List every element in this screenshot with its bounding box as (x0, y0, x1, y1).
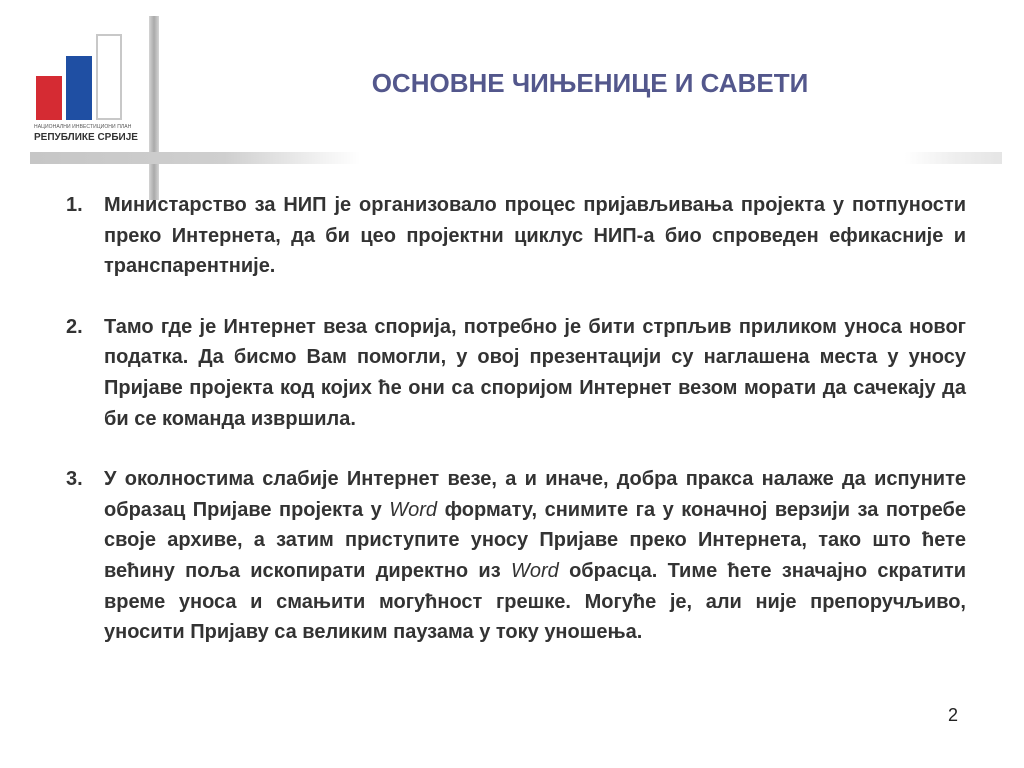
vertical-divider (149, 16, 159, 200)
item-text: Тамо где је Интернет веза спорија, потребно је бити стрпљив приликом уноса новог податка. Да бисмо Вам помогли, у овој презентацији су наглашена места у уносу Пријаве пројекта код којих ће они са споријом Интернет везом морати да сачекају да би се команда извршила. (104, 315, 966, 430)
horizontal-divider (30, 152, 1002, 164)
list-item (56, 464, 966, 648)
logo (30, 20, 140, 160)
word-term: Word (389, 498, 438, 521)
list-item (56, 312, 966, 434)
logo-blue-bar (66, 56, 92, 120)
page-number: 2 (948, 705, 959, 725)
item-text-part: обрасца. Тиме ћете значајно скратити време уноса и смањити могућност грешке. Могуће је, али није препоручљиво, уносити Пријаву са великим паузама у току уношења. (104, 559, 967, 644)
word-term: Word (510, 559, 559, 582)
logo-caption-small: НАЦИОНАЛНИ ИНВЕСТИЦИОНИ ПЛАН (34, 124, 132, 130)
item-number: 2. (66, 315, 83, 338)
item-text: Министарство за НИП је организовало процес пријављивања пројекта у потпуности преко Интернета, да би цео пројектни циклус НИП-а био спроведен ефикасније и транспарентније. (104, 194, 966, 278)
item-text-part: У околностима слабије Интернет везе, а и иначе, добра пракса налаже да испуните образац Пријаве пројекта у (104, 468, 966, 521)
facts-list (56, 190, 966, 678)
logo-white-bar (96, 34, 122, 120)
item-number: 1. (66, 194, 83, 216)
list-item (56, 190, 966, 282)
logo-caption: РЕПУБЛИКЕ СРБИЈЕ (34, 132, 138, 143)
slide-title: ОСНОВНЕ ЧИЊЕНИЦЕ И САВЕТИ (371, 68, 809, 98)
item-number: 3. (66, 468, 83, 491)
item-text (104, 464, 966, 648)
item-text-part: формату, снимите га у коначној верзији за потребе своје архиве, а затим приступите уносу Пријаве преко Интернета, тако што ћете већину поља ископирати директно из (104, 498, 966, 582)
logo-red-bar (36, 76, 62, 120)
